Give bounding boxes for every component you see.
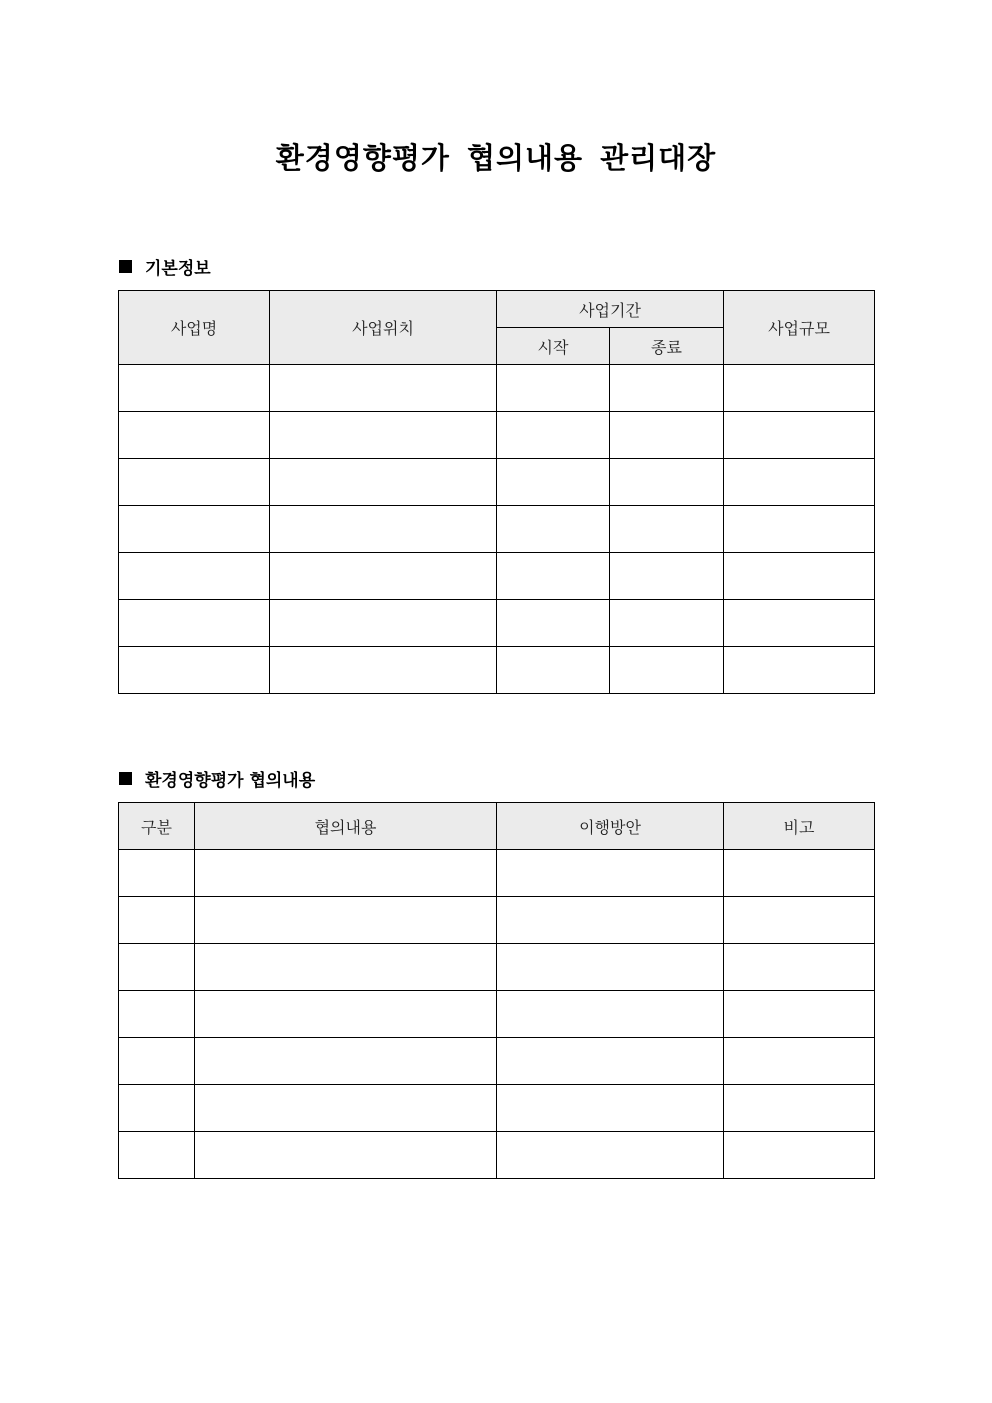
- table-cell[interactable]: [270, 365, 497, 412]
- table-cell[interactable]: [119, 459, 270, 506]
- header-end: 종료: [610, 328, 724, 365]
- table-cell[interactable]: [497, 897, 724, 944]
- table-cell[interactable]: [724, 897, 875, 944]
- table-cell[interactable]: [497, 1085, 724, 1132]
- table-cell[interactable]: [497, 459, 610, 506]
- table-cell[interactable]: [195, 850, 497, 897]
- consultation-table: [118, 802, 875, 1179]
- header-start: 시작: [497, 328, 610, 365]
- table-cell[interactable]: [724, 412, 875, 459]
- table-row: [119, 506, 875, 553]
- table-cell[interactable]: [497, 1038, 724, 1085]
- table-cell[interactable]: [119, 553, 270, 600]
- table-cell[interactable]: [724, 365, 875, 412]
- table-row: [119, 850, 875, 897]
- table-cell[interactable]: [270, 553, 497, 600]
- table-cell[interactable]: [610, 506, 724, 553]
- table-cell[interactable]: [497, 944, 724, 991]
- square-bullet-icon: [119, 260, 132, 273]
- table-row: [119, 412, 875, 459]
- table-cell[interactable]: [724, 1038, 875, 1085]
- table-cell[interactable]: [497, 991, 724, 1038]
- square-bullet-icon: [119, 772, 132, 785]
- table-cell[interactable]: [724, 850, 875, 897]
- header-project-location: 사업위치: [270, 291, 497, 365]
- header-project-scale: 사업규모: [724, 291, 875, 365]
- table-cell[interactable]: [270, 600, 497, 647]
- table-cell[interactable]: [195, 1132, 497, 1179]
- basic-info-table: [118, 290, 875, 694]
- table-cell[interactable]: [195, 991, 497, 1038]
- table-cell[interactable]: [724, 553, 875, 600]
- table-row: [119, 647, 875, 694]
- header-project-period: 사업기간: [497, 291, 724, 328]
- table-cell[interactable]: [610, 459, 724, 506]
- section-heading-basic-info: [119, 254, 211, 279]
- page-title: 환경영향평가 협의내용 관리대장: [275, 141, 717, 175]
- table-cell[interactable]: [119, 991, 195, 1038]
- table-cell[interactable]: [610, 365, 724, 412]
- table-cell[interactable]: [497, 850, 724, 897]
- table-cell[interactable]: [119, 506, 270, 553]
- table-cell[interactable]: [195, 897, 497, 944]
- table-row: [119, 1085, 875, 1132]
- table-cell[interactable]: [497, 506, 610, 553]
- table-cell[interactable]: [724, 1132, 875, 1179]
- table-cell[interactable]: [724, 600, 875, 647]
- table-row: [119, 991, 875, 1038]
- table-cell[interactable]: [195, 1038, 497, 1085]
- table-cell[interactable]: [497, 365, 610, 412]
- table-cell[interactable]: [119, 412, 270, 459]
- table-cell[interactable]: [270, 459, 497, 506]
- table-cell[interactable]: [610, 553, 724, 600]
- table-cell[interactable]: [119, 647, 270, 694]
- table-cell[interactable]: [610, 412, 724, 459]
- table-cell[interactable]: [610, 600, 724, 647]
- table-cell[interactable]: [195, 1085, 497, 1132]
- table-cell[interactable]: [119, 600, 270, 647]
- table-cell[interactable]: [270, 506, 497, 553]
- table-cell[interactable]: [724, 991, 875, 1038]
- table-row: [119, 1038, 875, 1085]
- header-category: 구분: [119, 803, 195, 850]
- table-cell[interactable]: [724, 506, 875, 553]
- table-cell[interactable]: [270, 412, 497, 459]
- table-row: [119, 1132, 875, 1179]
- table-row: [119, 553, 875, 600]
- table-cell[interactable]: [119, 850, 195, 897]
- table-cell[interactable]: [497, 412, 610, 459]
- header-plan: 이행방안: [497, 803, 724, 850]
- table-cell[interactable]: [195, 944, 497, 991]
- table-cell[interactable]: [497, 1132, 724, 1179]
- table-cell[interactable]: [119, 1132, 195, 1179]
- table-row: [119, 944, 875, 991]
- section-heading-text: 기본정보: [145, 259, 211, 279]
- table-cell[interactable]: [497, 600, 610, 647]
- table-cell[interactable]: [497, 553, 610, 600]
- header-content: 협의내용: [195, 803, 497, 850]
- header-project-name: 사업명: [119, 291, 270, 365]
- table-cell[interactable]: [119, 897, 195, 944]
- table-row: [119, 459, 875, 506]
- section-heading-consultation: [119, 766, 315, 791]
- table-cell[interactable]: [119, 365, 270, 412]
- table-cell[interactable]: [119, 1085, 195, 1132]
- table-cell[interactable]: [724, 944, 875, 991]
- table-cell[interactable]: [270, 647, 497, 694]
- table-row: [119, 897, 875, 944]
- table-cell[interactable]: [724, 1085, 875, 1132]
- table-cell[interactable]: [497, 647, 610, 694]
- table-row: [119, 600, 875, 647]
- table-cell[interactable]: [119, 1038, 195, 1085]
- header-note: 비고: [724, 803, 875, 850]
- table-cell[interactable]: [724, 459, 875, 506]
- table-row: [119, 365, 875, 412]
- table-cell[interactable]: [724, 647, 875, 694]
- section-heading-text: 환경영향평가 협의내용: [145, 771, 316, 791]
- table-cell[interactable]: [119, 944, 195, 991]
- table-cell[interactable]: [610, 647, 724, 694]
